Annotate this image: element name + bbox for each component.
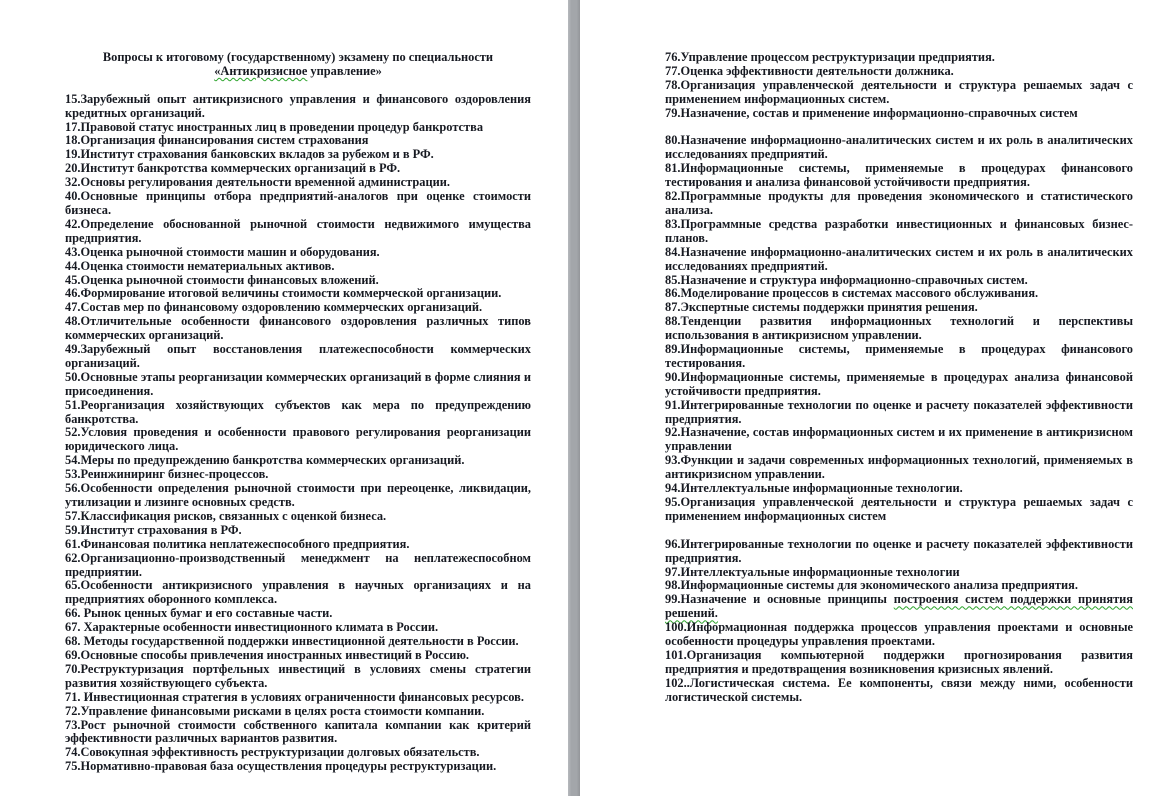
exam-question: 66. Рынок ценных бумаг и его составные части.	[65, 606, 333, 621]
page-right[interactable]	[580, 0, 1149, 796]
page-gap	[568, 0, 580, 796]
question-text: 99.Назначение и основные принципы	[665, 592, 894, 607]
exam-question: 98.Информационные системы для экономического анализа предприятия.	[665, 578, 1078, 593]
exam-question: 32.Основы регулирования деятельности временной администрации.	[65, 175, 450, 190]
exam-question: 91.Интегрированные технологии по оценке и расчету показателей эффективности предприятия.	[665, 397, 1133, 426]
exam-question: 78.Организация управленческой деятельности и структура решаемых задач с применением информационных систем.	[665, 77, 1133, 106]
blank-line	[65, 79, 531, 93]
exam-question: 100.Информационная поддержка процессов управления проектами и основные особенности процедуры управления проектами.	[665, 620, 1133, 649]
exam-question: 86.Моделирование процессов в системах массового обслуживания.	[665, 286, 1039, 301]
spellcheck-underlined-text: построения систем поддержки принятия решений.	[665, 592, 1133, 621]
exam-question: 97.Интеллектуальные информационные технологии	[665, 564, 960, 579]
exam-question: 61.Финансовая политика неплатежеспособного предприятия.	[65, 536, 410, 551]
exam-question: 15.Зарубежный опыт антикризисного управления и финансового оздоровления кредитных организаций.	[65, 91, 531, 120]
exam-question: 48.Отличительные особенности финансового оздоровления различных типов коммерческих организаций.	[65, 314, 531, 343]
exam-question: 77.Оценка эффективности деятельности должника.	[665, 63, 954, 78]
exam-question: 59.Институт страхования в РФ.	[65, 522, 242, 537]
exam-question: 69.Основные способы привлечения иностранных инвестиций в Россию.	[65, 647, 470, 662]
exam-question: 80.Назначение информационно-аналитических систем и их роль в аналитических исследованиях предприятий.	[665, 133, 1133, 162]
exam-question: 50.Основные этапы реорганизации коммерческих организаций в форме слияния и присоединения.	[65, 369, 531, 398]
exam-question: 53.Реинжиниринг бизнес-процессов.	[65, 467, 269, 482]
exam-question: 40.Основные принципы отбора предприятий-аналогов при оценке стоимости бизнеса.	[65, 189, 531, 217]
exam-question: 51.Реорганизация хозяйствующих субъектов как мера по предупреждению банкротства.	[65, 397, 531, 426]
exam-question: 18.Организация финансирования систем страхования	[65, 133, 369, 148]
exam-question: 87.Экспертные системы поддержки принятия решения.	[665, 300, 978, 315]
exam-question: 65.Особенности антикризисного управления в научных организациях и на предприятиях оборонного комплекса.	[65, 578, 531, 607]
exam-question: 19.Институт страхования банковских вкладов за рубежом и в РФ.	[65, 147, 434, 162]
exam-question: 73.Рост рыночной стоимости собственного капитала компании как критерий эффективности различных вариантов развития.	[65, 717, 531, 746]
exam-question: 92.Назначение, состав информационных систем и их применение в антикризисном управлении	[665, 425, 1133, 454]
exam-question: 82.Программные продукты для проведения экономического и статистического анализа.	[665, 189, 1133, 217]
exam-question: 85.Назначение и структура информационно-справочных систем.	[665, 272, 1028, 287]
exam-question: 95.Организация управленческой деятельности и структура решаемых задач с применением информационных систем	[665, 495, 1133, 523]
exam-question: 46.Формирование итоговой величины стоимости коммерческой организации.	[65, 286, 502, 301]
exam-question: 93.Функции и задачи современных информационных технологий, применяемых в антикризисном управлении.	[665, 453, 1133, 482]
exam-question: 81.Информационные системы, применяемые в процедурах финансового тестирования и анализа финансовой устойчивости предприятия.	[665, 161, 1133, 190]
spellcheck-underlined-text: «Антикризисное	[214, 63, 308, 78]
document-title-line-2	[65, 65, 531, 79]
exam-question: 83.Программные средства разработки инвестиционных и финансовых бизнес-планов.	[665, 216, 1133, 245]
exam-question: 49.Зарубежный опыт восстановления платежеспособности коммерческих организаций.	[65, 342, 531, 370]
exam-question: 71. Инвестиционная стратегия в условиях ограниченности финансовых ресурсов.	[65, 689, 524, 704]
exam-question: 96.Интегрированные технологии по оценке и расчету показателей эффективности предприятия.	[665, 536, 1133, 565]
blank-line	[665, 121, 1133, 135]
exam-question: 57.Классификация рисков, связанных с оценкой бизнеса.	[65, 508, 387, 523]
exam-question: 45.Оценка рыночной стоимости финансовых вложений.	[65, 272, 379, 287]
exam-question: 56.Особенности определения рыночной стоимости при переоценке, ликвидации, утилизации и лизинге основных средств.	[65, 481, 531, 509]
exam-question: 79.Назначение, состав и применение информационно-справочных систем	[665, 105, 1078, 120]
exam-question: 76.Управление процессом реструктуризации предприятия.	[665, 50, 995, 64]
exam-question: 101.Организация компьютерной поддержки прогнозирования развития предприятия и предотвращения возникновения кризисных явлений.	[665, 647, 1133, 676]
exam-question: 52.Условия проведения и особенности правового регулирования реорганизации юридического лица.	[65, 425, 531, 454]
exam-question: 84.Назначение информационно-аналитических систем и их роль в аналитических исследованиях предприятий.	[665, 244, 1133, 273]
exam-question: 88.Тенденции развития информационных технологий и перспективы использования в антикризисном управлении.	[665, 314, 1133, 343]
exam-question: 70.Реструктуризация портфельных инвестиций в условиях смены стратегии развития хозяйствующего субъекта.	[65, 661, 531, 690]
title-text: управление»	[307, 63, 382, 78]
left-page-content	[65, 51, 531, 774]
exam-question: 17.Правовой статус иностранных лиц в проведении процедур банкротства	[65, 119, 484, 134]
exam-question	[665, 593, 1133, 621]
exam-question: 54.Меры по предупреждению банкротства коммерческих организаций.	[65, 453, 465, 468]
exam-question: 67. Характерные особенности инвестиционного климата в России.	[65, 620, 439, 635]
exam-question: 72.Управление финансовыми рисками в целях роста стоимости компании.	[65, 703, 485, 718]
exam-question: 90.Информационные системы, применяемые в процедурах анализа финансовой устойчивости предприятия.	[665, 369, 1133, 398]
page-left[interactable]	[0, 0, 568, 796]
exam-question: 75.Нормативно-правовая база осуществления процедуры реструктуризации.	[65, 759, 497, 774]
document-title-line-1: Вопросы к итоговому (государственному) экзамену по специальности	[102, 50, 494, 64]
question-list-right	[665, 51, 1133, 705]
exam-question: 62.Организационно-производственный менеджмент на неплатежеспособном предприятии.	[65, 550, 531, 579]
exam-question: 43.Оценка рыночной стоимости машин и оборудования.	[65, 244, 380, 259]
exam-question: 68. Методы государственной поддержки инвестиционной деятельности в России.	[65, 634, 519, 649]
exam-question: 44.Оценка стоимости нематериальных активов.	[65, 258, 335, 273]
exam-question: 20.Институт банкротства коммерческих организаций в РФ.	[65, 161, 401, 176]
exam-question: 102..Логистическая система. Ее компоненты, связи между ними, особенности логистической системы.	[665, 675, 1133, 704]
right-page-content	[665, 51, 1133, 705]
exam-question: 42.Определение обоснованной рыночной стоимости недвижимого имущества предприятия.	[65, 216, 531, 245]
exam-question: 94.Интеллектуальные информационные технологии.	[665, 481, 963, 496]
exam-question: 47.Состав мер по финансовому оздоровлению коммерческих организаций.	[65, 300, 483, 315]
question-list-left	[65, 93, 531, 774]
exam-question: 89.Информационные системы, применяемые в процедурах финансового тестирования.	[665, 342, 1133, 370]
exam-question: 74.Совокупная эффективность реструктуризации долговых обязательств.	[65, 745, 480, 760]
blank-line	[665, 524, 1133, 538]
